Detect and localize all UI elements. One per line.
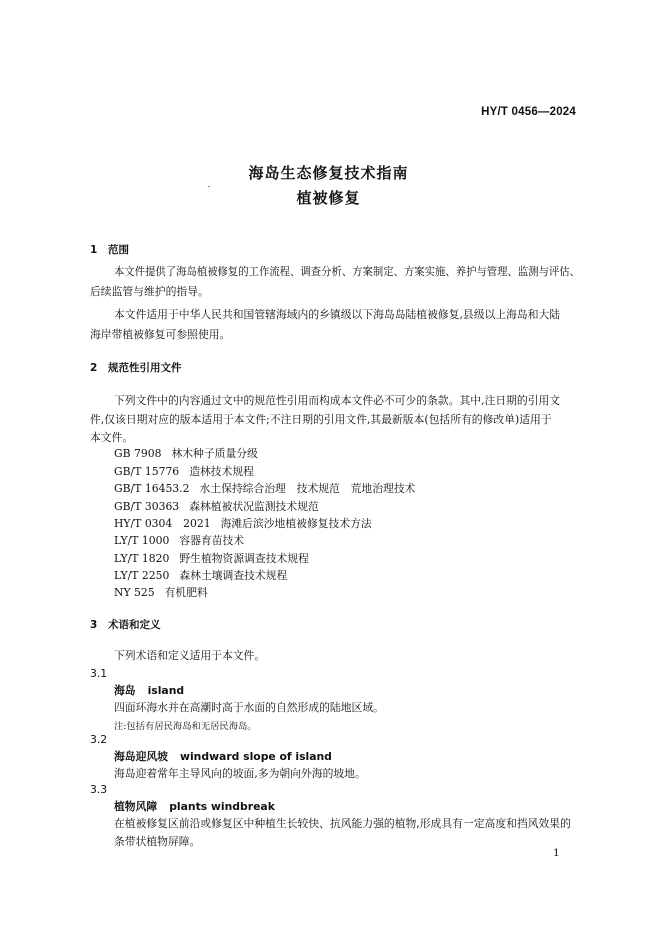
reference-code: LY/T 1820 bbox=[114, 552, 170, 565]
reference-title: 水土保持综合治理 技术规范 荒地治理技术 bbox=[199, 482, 416, 495]
standard-code: HY/T 0456—2024 bbox=[481, 106, 576, 118]
term-definition: 在植被修复区前沿或修复区中种植生长较快、抗风能力强的植物,形成具有一定高度和挡风效果的 bbox=[114, 817, 571, 830]
reference-code: GB/T 30363 bbox=[114, 500, 180, 513]
paragraph-line: 本文件适用于中华人民共和国管辖海域内的乡镇级以下海岛岛陆植被修复,县级以上海岛和大陆 bbox=[114, 308, 561, 321]
reference-item bbox=[114, 585, 208, 600]
reference-title: 林木种子质量分级 bbox=[171, 447, 258, 460]
term-en: island bbox=[147, 684, 185, 697]
term-heading bbox=[114, 799, 275, 814]
paragraph-line: 海岸带植被修复可参照使用。 bbox=[90, 328, 231, 341]
term-definition: 海岛迎着常年主导风向的坡面,多为朝向外海的坡地。 bbox=[114, 767, 366, 780]
reference-title: 有机肥料 bbox=[164, 586, 208, 599]
term-zh: 海岛迎风坡 bbox=[114, 750, 168, 763]
reference-code: LY/T 2250 bbox=[114, 569, 170, 582]
section-number: 3 bbox=[90, 619, 98, 631]
section-title: 术语和定义 bbox=[108, 619, 161, 631]
section-2-heading bbox=[90, 360, 182, 375]
reference-title: 野生植物资源调查技术规程 bbox=[179, 552, 309, 565]
reference-code: LY/T 1000 bbox=[114, 534, 170, 547]
reference-code: GB/T 15776 bbox=[114, 465, 180, 478]
term-heading bbox=[114, 683, 184, 698]
reference-title: 容器育苗技术 bbox=[179, 534, 245, 547]
paragraph-line: 件,仅该日期对应的版本适用于本文件;不注日期的引用文件,其最新版本(包括所有的修改单)适用于 bbox=[90, 413, 552, 426]
reference-item bbox=[114, 551, 309, 566]
term-note: 注:包括有居民海岛和无居民海岛。 bbox=[114, 721, 257, 732]
reference-title: 森林植被状况监测技术规范 bbox=[189, 500, 319, 513]
reference-item bbox=[114, 499, 319, 514]
term-number: 3.1 bbox=[90, 667, 108, 680]
term-heading bbox=[114, 749, 332, 764]
page-number: 1 bbox=[553, 847, 560, 859]
reference-code: NY 525 bbox=[114, 586, 155, 599]
section-number: 2 bbox=[90, 362, 98, 374]
reference-item bbox=[114, 533, 244, 548]
reference-item bbox=[114, 516, 372, 531]
reference-item bbox=[114, 568, 287, 583]
section-3-heading bbox=[90, 617, 161, 632]
paragraph-line: 本文件提供了海岛植被修复的工作流程、调查分析、方案制定、方案实施、养护与管理、监测与评估、 bbox=[114, 265, 580, 278]
term-zh: 植物风障 bbox=[114, 800, 158, 813]
term-definition: 四面环海水并在高潮时高于水面的自然形成的陆地区域。 bbox=[114, 701, 384, 714]
term-en: windward slope of island bbox=[179, 750, 332, 763]
term-definition: 条带状植物屏障。 bbox=[114, 835, 201, 848]
section-title: 规范性引用文件 bbox=[108, 362, 182, 374]
reference-code: HY/T 0304 2021 bbox=[114, 517, 211, 530]
section-1-heading bbox=[90, 242, 129, 257]
term-zh: 海岛 bbox=[114, 684, 136, 697]
term-number: 3.3 bbox=[90, 783, 108, 796]
paragraph-line: 本文件。 bbox=[90, 431, 134, 444]
document-title: 海岛生态修复技术指南 bbox=[248, 164, 409, 182]
document-subtitle: 植被修复 bbox=[296, 189, 361, 207]
reference-item bbox=[114, 464, 254, 479]
paragraph-line: 后续监管与维护的指导。 bbox=[90, 285, 209, 298]
reference-code: GB 7908 bbox=[114, 447, 162, 460]
reference-title: 森林土壤调查技术规程 bbox=[179, 569, 288, 582]
reference-code: GB/T 16453.2 bbox=[114, 482, 190, 495]
paragraph-line: 下列术语和定义适用于本文件。 bbox=[114, 649, 266, 662]
reference-title: 海滩后滨沙地植被修复技术方法 bbox=[220, 517, 372, 530]
term-en: plants windbreak bbox=[169, 800, 275, 813]
reference-item bbox=[114, 446, 258, 461]
term-number: 3.2 bbox=[90, 733, 108, 746]
reference-title: 造林技术规程 bbox=[189, 465, 254, 478]
section-number: 1 bbox=[90, 244, 98, 256]
paragraph-line: 下列文件中的内容通过文中的规范性引用而构成本文件必不可少的条款。其中,注日期的引用文 bbox=[114, 394, 561, 407]
section-title: 范围 bbox=[108, 244, 129, 256]
reference-item bbox=[114, 481, 415, 496]
